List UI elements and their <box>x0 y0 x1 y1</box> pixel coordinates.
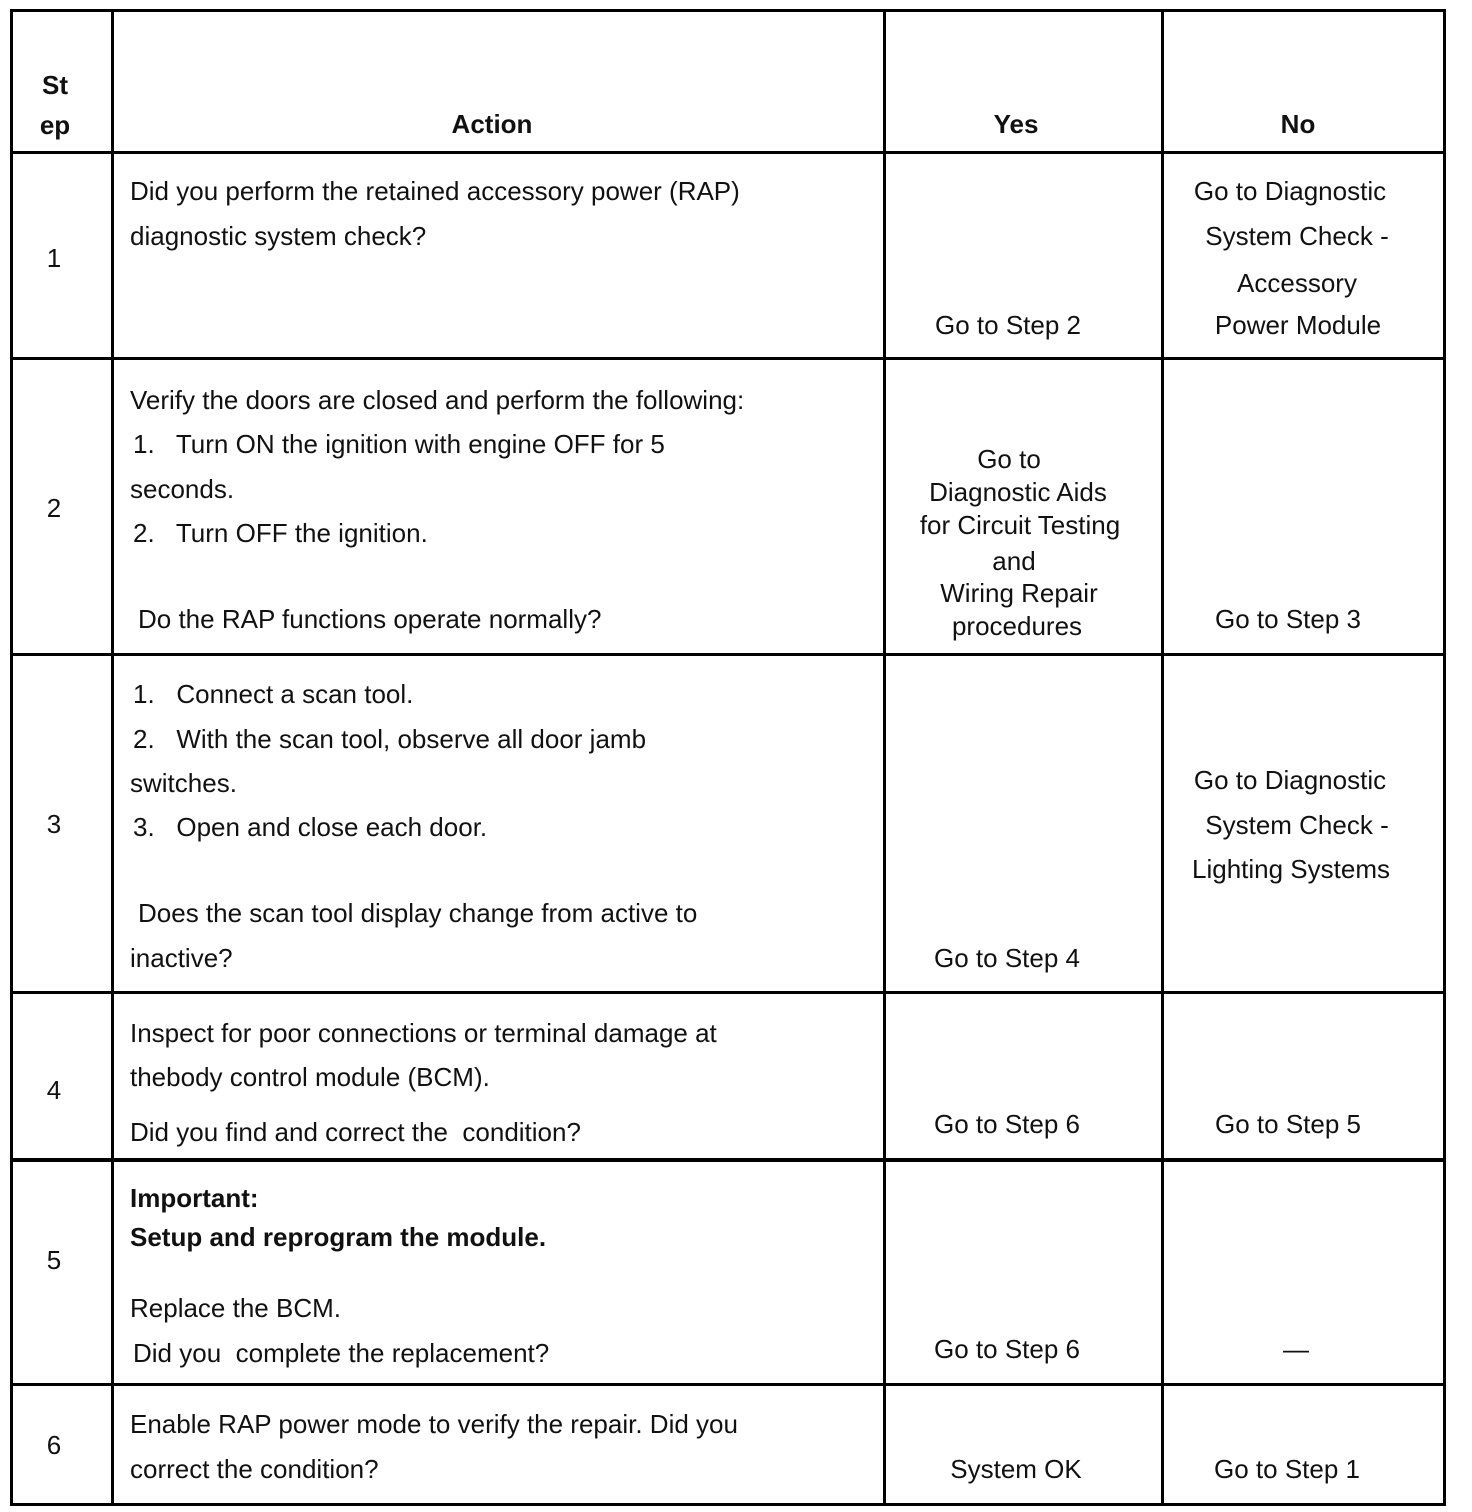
action-text: diagnostic system check? <box>130 221 427 251</box>
yes-link[interactable]: procedures <box>951 611 1083 641</box>
no-link[interactable]: Go to Step 5 <box>1215 1109 1361 1139</box>
column-divider <box>883 9 886 1506</box>
no-link[interactable]: System Check - <box>1205 221 1389 251</box>
header-no: No <box>1280 109 1316 139</box>
yes-link[interactable]: Go to Step 6 <box>934 1334 1080 1364</box>
yes-link[interactable]: Go to Step 4 <box>934 943 1080 973</box>
no-link[interactable]: Go to Diagnostic <box>1193 765 1387 795</box>
yes-link[interactable]: Go to Step 6 <box>934 1109 1080 1139</box>
action-text: Inspect for poor connections or terminal damage at <box>130 1018 717 1048</box>
action-question: Does the scan tool display change from active to <box>138 898 698 928</box>
no-link[interactable]: Go to Step 3 <box>1215 604 1361 634</box>
action-text: 2. With the scan tool, observe all door jamb <box>133 724 647 754</box>
action-question: inactive? <box>130 943 233 973</box>
action-text: switches. <box>130 768 237 798</box>
action-text: thebody control module (BCM). <box>130 1062 490 1092</box>
action-text: 1. Connect a scan tool. <box>133 679 414 709</box>
row-divider <box>10 1158 1446 1162</box>
action-question: Do the RAP functions operate normally? <box>138 604 602 634</box>
table-border-top <box>10 9 1446 12</box>
row-divider <box>10 991 1446 994</box>
header-action: Action <box>451 109 533 139</box>
row-divider <box>10 151 1446 154</box>
no-link[interactable]: Power Module <box>1214 310 1382 340</box>
yes-result: System OK <box>950 1454 1082 1484</box>
no-link[interactable]: Go to Step 1 <box>1214 1454 1360 1484</box>
row-divider <box>10 1383 1446 1386</box>
column-divider <box>1161 9 1164 1506</box>
no-link[interactable]: Go to Diagnostic <box>1193 176 1387 206</box>
step-number: 6 <box>46 1430 62 1460</box>
no-link[interactable]: Lighting Systems <box>1192 854 1390 884</box>
important-label: Important: <box>130 1183 259 1213</box>
yes-link[interactable]: Diagnostic Aids <box>929 477 1107 507</box>
table-border-bottom <box>10 1503 1446 1506</box>
action-text: Verify the doors are closed and perform the following: <box>130 385 745 415</box>
header-yes: Yes <box>993 109 1039 139</box>
action-text: 2. Turn OFF the ignition. <box>133 518 428 548</box>
step-number: 1 <box>46 243 62 273</box>
yes-link[interactable]: Go to Step 2 <box>935 310 1081 340</box>
step-number: 2 <box>46 493 62 523</box>
action-text: 1. Turn ON the ignition with engine OFF for 5 <box>133 429 665 459</box>
header-step: St <box>42 70 68 100</box>
action-text: Enable RAP power mode to verify the repair. Did you <box>130 1409 738 1439</box>
yes-link[interactable]: Wiring Repair <box>940 578 1098 608</box>
action-text: Replace the BCM. <box>130 1293 341 1323</box>
no-link[interactable]: System Check - <box>1205 810 1389 840</box>
row-divider <box>10 653 1446 656</box>
action-question: correct the condition? <box>130 1454 379 1484</box>
column-divider <box>111 9 114 1506</box>
no-value: — <box>1283 1334 1309 1364</box>
yes-link[interactable]: and <box>992 546 1036 576</box>
table-border-left <box>10 9 13 1506</box>
important-note: Setup and reprogram the module. <box>130 1222 547 1252</box>
step-number: 5 <box>46 1245 62 1275</box>
table-border-right <box>1443 9 1446 1506</box>
action-text: seconds. <box>130 474 235 504</box>
no-link[interactable]: Accessory <box>1237 268 1357 298</box>
action-text: 3. Open and close each door. <box>133 812 488 842</box>
action-text: Did you perform the retained accessory power (RAP) <box>130 176 740 206</box>
action-question: Did you complete the replacement? <box>133 1338 550 1368</box>
step-number: 3 <box>46 809 62 839</box>
yes-link[interactable]: Go to <box>977 444 1041 474</box>
header-step: ep <box>39 110 71 140</box>
action-question: Did you find and correct the condition? <box>130 1117 581 1147</box>
row-divider <box>10 357 1446 360</box>
step-number: 4 <box>46 1075 62 1105</box>
yes-link[interactable]: for Circuit Testing <box>919 510 1121 540</box>
